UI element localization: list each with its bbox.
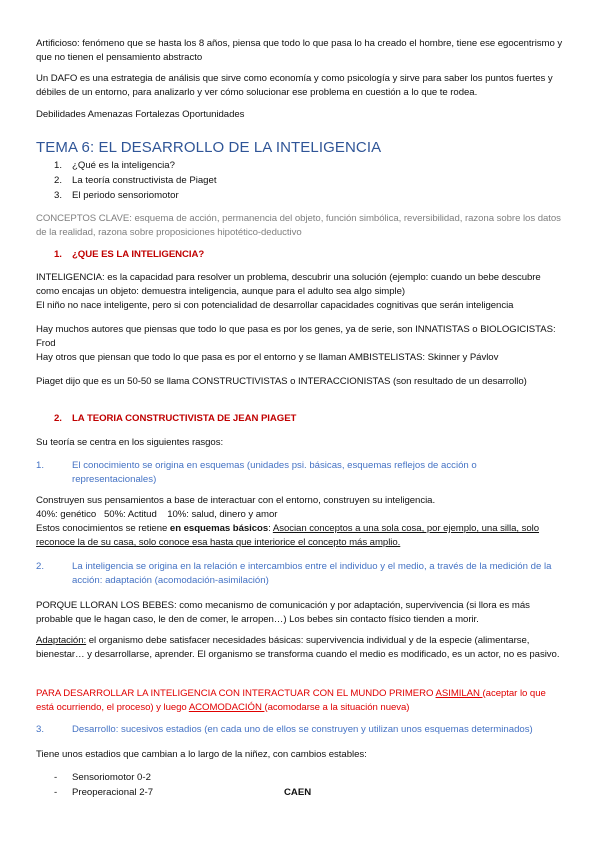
list-item: 3. El periodo sensoriomotor bbox=[54, 190, 179, 201]
paragraph-dafo-terms: Debilidades Amenazas Fortalezas Oportunidades bbox=[36, 109, 245, 120]
paragraph-construyen: Construyen sus pensamientos a base de interactuar con el entorno, construyen su inteligencia. bbox=[36, 495, 436, 506]
paragraph-adaptacion: Adaptación: el organismo debe satisfacer necesidades básicas: supervivencia individual y de la especie (alimentarse, bienestar… y desarrollarse, aprender. El organismo se transforma cuando el medio es modificado, es un actor, no es pasivo. bbox=[36, 635, 560, 660]
paragraph-innatistas: Hay muchos autores que piensas que todo lo que pasa es por los genes, ya de serie, son INNATISTAS o BIOLOGICISTAS: Frod bbox=[36, 324, 556, 349]
list-item: 1. ¿Qué es la inteligencia? bbox=[54, 160, 175, 171]
list-item: 2. La teoría constructivista de Piaget bbox=[54, 175, 217, 186]
list-item: - Sensoriomotor 0-2 bbox=[54, 772, 151, 783]
section-heading-2: 2. LA TEORIA CONSTRUCTIVISTA DE JEAN PIAGET bbox=[54, 413, 297, 424]
paragraph-artificioso: Artificioso: fenómeno que se hasta los 8 años, piensa que todo lo que pasa lo ha creado el hombre, tiene ese egocentrismo y que no tienen el pensamiento abstracto bbox=[36, 38, 563, 63]
paragraph-bebes: PORQUE LLORAN LOS BEBES: como mecanismo de comunicación y por adaptación, supervivencia (si llora es más probable que le hagan caso, le den de comer, le arropen…) Los bebes sin contacto físico tienden a morir. bbox=[36, 600, 530, 625]
trait-1: 1. El conocimiento se origina en esquemas (unidades psi. básicas, esquemas reflejos de acción o representacionales) bbox=[36, 460, 477, 485]
paragraph-red-highlight: PARA DESARROLLAR LA INTELIGENCIA CON INTERACTUAR CON EL MUNDO PRIMERO ASIMILAN (aceptar lo que está ocurriendo, el proceso) y luego ACOMODACIÓN (acomodarse a la situación nueva) bbox=[36, 688, 546, 713]
topic-index-list bbox=[54, 158, 217, 203]
paragraph-esquemas: Estos conocimientos se retiene en esquemas básicos: Asocian conceptos a una sola cosa, por ejemplo, una silla, solo reconoce la de su casa, solo conoce esa hasta que interiorice el concepto más amplio. bbox=[36, 523, 540, 548]
paragraph-nino: El niño no nace inteligente, pero si con potencialidad de desarrollar capacidades cognitivas que serán inteligencia bbox=[36, 300, 514, 311]
paragraph-definition: INTELIGENCIA: es la capacidad para resolver un problema, descubrir una solución (ejemplo: cuando un bebe descubre como encajas un objeto: demuestra inteligencia, aunque para el adulto sea algo simple) bbox=[36, 272, 541, 297]
paragraph-estadios-intro: Tiene unos estadios que cambian a lo largo de la niñez, con cambios estables: bbox=[36, 749, 367, 760]
key-concepts: CONCEPTOS CLAVE: esquema de acción, permanencia del objeto, función simbólica, reversibilidad, razona sobre los datos de la realidad, razona sobre proposiciones hipotético-deductivo bbox=[36, 213, 561, 238]
paragraph-dafo: Un DAFO es una estrategia de análisis que sirve como economía y como psicología y sirve para saber los puntos fuertes y débiles de un entorno, para analizarlo y ver cómo solucionar ese problema en cuestión a lo que te rodea. bbox=[36, 73, 553, 98]
paragraph-ambientalistas: Hay otros que piensan que todo lo que pasa es por el entorno y se llaman AMBISTELISTAS: Skinner y Pávlov bbox=[36, 352, 499, 363]
trait-3: 3. Desarrollo: sucesivos estadios (en cada uno de ellos se construyen y utilizan unos esquemas determinados) bbox=[36, 724, 533, 735]
section-heading-1: 1. ¿QUE ES LA INTELIGENCIA? bbox=[54, 249, 205, 260]
paragraph-piaget: Piaget dijo que es un 50-50 se llama CONSTRUCTIVISTAS o INTERACCIONISTAS (son resultado de un desarrollo) bbox=[36, 376, 527, 387]
paragraph-intro: Su teoría se centra en los siguientes rasgos: bbox=[36, 437, 224, 448]
paragraph-porcentajes: 40%: genético 50%: Actitud 10%: salud, dinero y amor bbox=[36, 509, 278, 520]
page-title: TEMA 6: EL DESARROLLO DE LA INTELIGENCIA bbox=[36, 139, 382, 156]
stage-note: CAEN bbox=[284, 787, 312, 798]
list-item: - Preoperacional 2-7 CAEN bbox=[54, 787, 312, 798]
trait-2: 2. La inteligencia se origina en la relación e intercambios entre el individuo y el medio, a través de la medición de la acción: adaptación (acomodación-asimilación) bbox=[36, 561, 552, 586]
